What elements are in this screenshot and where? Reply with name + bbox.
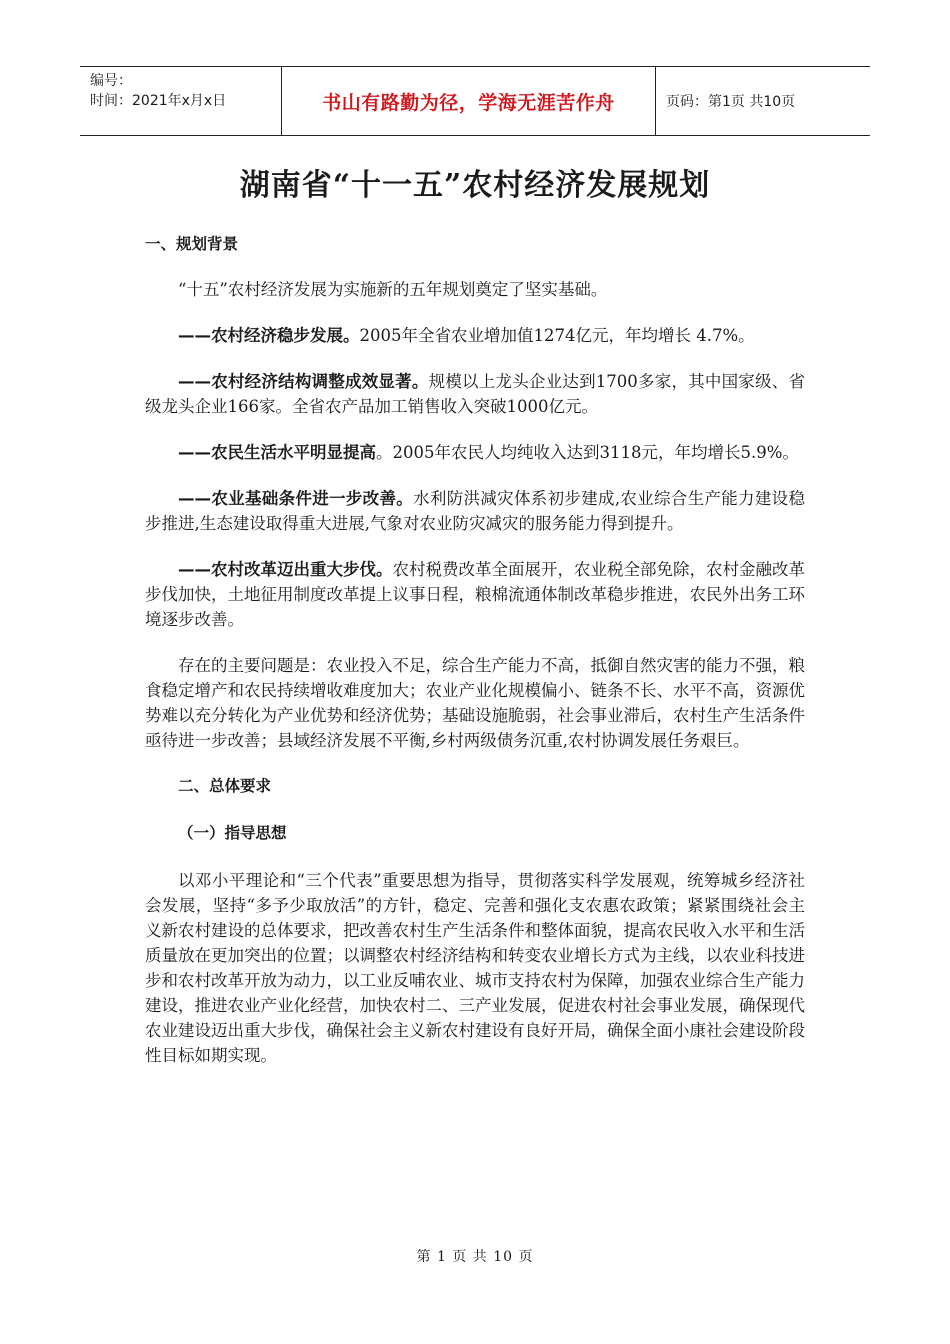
header-motto: 书山有路勤为径，学海无涯苦作舟 <box>282 67 656 135</box>
point-paragraph <box>145 440 805 465</box>
number-label: 编号： <box>90 73 132 89</box>
point-lead: ——农村改革迈出重大步伐。 <box>178 560 393 579</box>
header-meta <box>80 67 282 135</box>
point-text: 。2005年农民人均纯收入达到3118元，年均增长5.9%。 <box>376 443 799 462</box>
point-lead: ——农村经济结构调整成效显著。 <box>178 372 429 391</box>
point-text: 规模以上龙头企业达到1700多家，其中国家级、省级龙头企业166家。全省农产品加工销售收入突破1000亿元。 <box>145 372 805 416</box>
point-lead: ——农业基础条件进一步改善。 <box>178 489 414 508</box>
point-paragraph <box>145 557 805 632</box>
problems-paragraph: 存在的主要问题是：农业投入不足，综合生产能力不高，抵御自然灾害的能力不强，粮食稳定增产和农民持续增收难度加大；农业产业化规模偏小、链条不长、水平不高，资源优势难以充分转化为产业优势和经济优势；基础设施脆弱，社会事业滞后，农村生产生活条件亟待进一步改善；县域经济发展不平衡,乡村两级债务沉重,农村协调发展任务艰巨。 <box>145 656 805 750</box>
header-page-info: 页码：第1页 共10页 <box>666 94 796 110</box>
point-text: 2005年全省农业增加值1274亿元，年均增长 4.7%。 <box>359 326 755 345</box>
document-title: 湖南省“十一五”农村经济发展规划 <box>239 168 711 203</box>
intro-paragraph: “十五”农村经济发展为实施新的五年规划奠定了坚实基础。 <box>178 280 608 299</box>
point-text: 水利防洪减灾体系初步建成,农业综合生产能力建设稳步推进,生态建设取得重大进展,气象对农业防灾减灾的服务能力得到提升。 <box>145 489 805 533</box>
point-lead: ——农民生活水平明显提高 <box>178 443 376 462</box>
point-paragraph <box>145 369 805 419</box>
point-paragraph <box>145 323 805 348</box>
page-footer: 第 1 页 共 10 页 <box>416 1249 534 1265</box>
page-header <box>80 66 870 136</box>
point-text: 农村税费改革全面展开，农业税全部免除，农村金融改革步伐加快，土地征用制度改革提上议事日程，粮棉流通体制改革稳步推进，农民外出务工环境逐步改善。 <box>145 560 805 629</box>
section1-heading: 一、规划背景 <box>145 235 239 253</box>
subsection-heading: （一）指导思想 <box>178 824 287 842</box>
document-body <box>145 232 805 1089</box>
point-paragraph <box>145 486 805 536</box>
time-label: 时间：2021年x月x日 <box>90 93 227 109</box>
guiding-paragraph: 以邓小平理论和“三个代表”重要思想为指导，贯彻落实科学发展观，统筹城乡经济社会发展，坚持“多予少取放活”的方针，稳定、完善和强化支农惠农政策；紧紧围绕社会主义新农村建设的总体要求，把改善农村生产生活条件和整体面貌，提高农民收入水平和生活质量放在更加突出的位置；以调整农村经济结构和转变农业增长方式为主线，以农业科技进步和农村改革开放为动力，以工业反哺农业、城市支持农村为保障，加强农业综合生产能力建设，推进农业产业化经营，加快农村二、三产业发展，促进农村社会事业发展，确保现代农业建设迈出重大步伐，确保社会主义新农村建设有良好开局，确保全面小康社会建设阶段性目标如期实现。 <box>145 871 805 1065</box>
point-lead: ——农村经济稳步发展。 <box>178 326 360 345</box>
section2-heading: 二、总体要求 <box>178 777 272 795</box>
